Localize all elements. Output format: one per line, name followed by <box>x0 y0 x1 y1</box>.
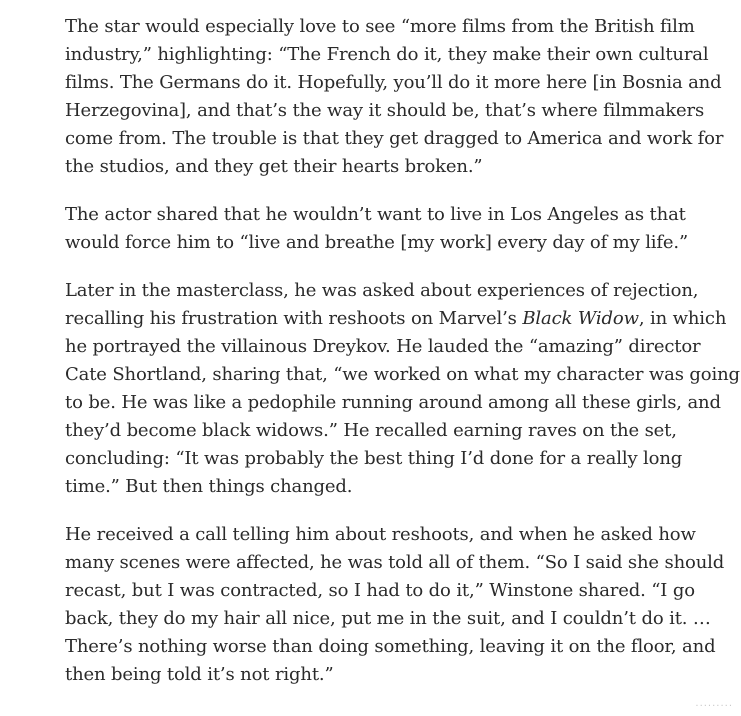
paragraph-text: Later in the masterclass, he was asked about experiences of rejection, recalling his frustration with reshoots on Marvel’s <box>65 280 699 329</box>
paragraph <box>65 277 741 501</box>
film-title: Black Widow <box>522 308 639 329</box>
paragraph-text: The star would especially love to see “more films from the British film industry,” highlighting: “The French do it, they make their own cultural films. The Germans do it. Hopefully, you’ll do it more here [in Bosnia and Herzegovina], and that’s the way it should be, that’s where filmmakers come from. The trouble is that they get dragged to America and work for the studios, and they get their hearts broken.” <box>65 16 724 177</box>
watermark: ········· <box>695 701 733 712</box>
paragraph-text: , in which he portrayed the villainous Dreykov. He lauded the “amazing” director Cate Shortland, sharing that, “we worked on what my character was going to be. He was like a pedophile running around among all these girls, and they’d become black widows.” He recalled earning raves on the set, concluding: “It was probably the best thing I’d done for a really long time.” But then things changed. <box>65 308 740 497</box>
article-body <box>65 13 741 709</box>
paragraph-text: He received a call telling him about reshoots, and when he asked how many scenes were affected, he was told all of them. “So I said she should recast, but I was contracted, so I had to do it,” Winstone shared. “I go back, they do my hair all nice, put me in the suit, and I couldn’t do it. … There’s nothing worse than doing something, leaving it on the floor, and then being told it’s not right.” <box>65 524 725 685</box>
paragraph <box>65 521 741 689</box>
paragraph <box>65 201 741 257</box>
paragraph-text: The actor shared that he wouldn’t want to live in Los Angeles as that would force him to “live and breathe [my work] every day of my life.” <box>65 204 689 253</box>
paragraph <box>65 13 741 181</box>
